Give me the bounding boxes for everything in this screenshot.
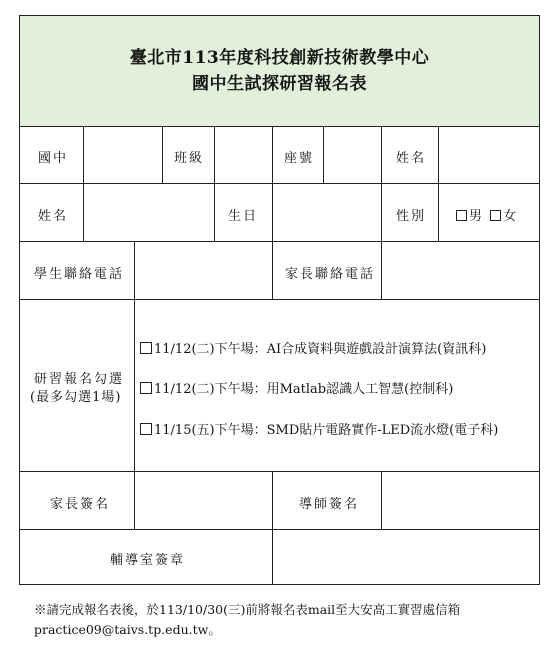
footnote-email: practice09@taivs.tp.edu.tw。 (34, 622, 221, 637)
parent-signature-label: 家長簽名 (50, 497, 111, 512)
session-1-label: 11/12(二)下午場：AI合成資料與遊戲設計演算法(資訊科) (154, 342, 487, 357)
col-divider (134, 299, 135, 471)
col-divider (381, 183, 382, 241)
parent-phone-label: 家長聯絡電話 (285, 267, 376, 282)
col-divider (272, 241, 273, 299)
teacher-signature-label: 導師簽名 (299, 497, 360, 512)
session-2-checkbox[interactable] (140, 382, 152, 394)
female-checkbox[interactable] (490, 210, 501, 221)
female-label: 女 (503, 209, 517, 224)
male-label: 男 (469, 209, 483, 224)
row-divider (20, 299, 539, 300)
col-divider (272, 126, 273, 183)
session-limit-label: (最多勾選1場) (30, 390, 122, 405)
footnote-line-1: ※請完成報名表後，於113/10/30(三)前將報名表mail至大安高工實習處信箱 (34, 602, 461, 617)
parent-signature-field[interactable] (135, 472, 272, 529)
birthday-field[interactable] (273, 184, 381, 241)
student-name-field[interactable] (84, 184, 214, 241)
form-subtitle: 國中生試探研習報名表 (192, 74, 367, 94)
student-phone-label: 學生聯絡電話 (34, 267, 125, 282)
session-3-checkbox[interactable] (140, 423, 152, 435)
class-label: 班級 (174, 151, 205, 166)
col-divider (162, 126, 163, 183)
birthday-label: 生日 (228, 209, 259, 224)
class-field[interactable] (215, 127, 272, 183)
seat-number-label: 座號 (284, 151, 315, 166)
teacher-signature-field[interactable] (382, 472, 539, 529)
counseling-stamp-label: 輔導室簽章 (110, 553, 186, 568)
registration-form (19, 15, 540, 585)
col-divider (214, 183, 215, 241)
parent-phone-field[interactable] (382, 242, 539, 299)
gender-label: 性別 (396, 209, 427, 224)
form-title: 臺北市113年度科技創新技術教學中心 (129, 48, 430, 68)
name-label: 姓名 (38, 209, 69, 224)
session-option-2[interactable] (140, 378, 453, 397)
name-label: 姓名 (396, 151, 427, 166)
session-1-checkbox[interactable] (140, 342, 152, 354)
session-2-label: 11/12(二)下午場：用Matlab認識人工智慧(控制科) (154, 382, 454, 397)
session-label: 研習報名勾選 (34, 372, 125, 387)
col-divider (438, 183, 439, 241)
col-divider (381, 126, 382, 183)
session-option-1[interactable] (140, 338, 486, 357)
student-phone-field[interactable] (135, 242, 272, 299)
school-label: 國中 (38, 151, 69, 166)
name-field[interactable] (439, 127, 539, 183)
counseling-stamp-field[interactable] (273, 530, 539, 584)
session-3-label: 11/15(五)下午場：SMD貼片電路實作-LED流水燈(電子科) (154, 423, 499, 438)
session-option-3[interactable] (140, 419, 498, 438)
school-field[interactable] (84, 127, 162, 183)
male-checkbox[interactable] (456, 210, 467, 221)
form-header (20, 16, 539, 127)
col-divider (272, 471, 273, 529)
gender-options (456, 205, 516, 224)
seat-number-field[interactable] (324, 127, 381, 183)
